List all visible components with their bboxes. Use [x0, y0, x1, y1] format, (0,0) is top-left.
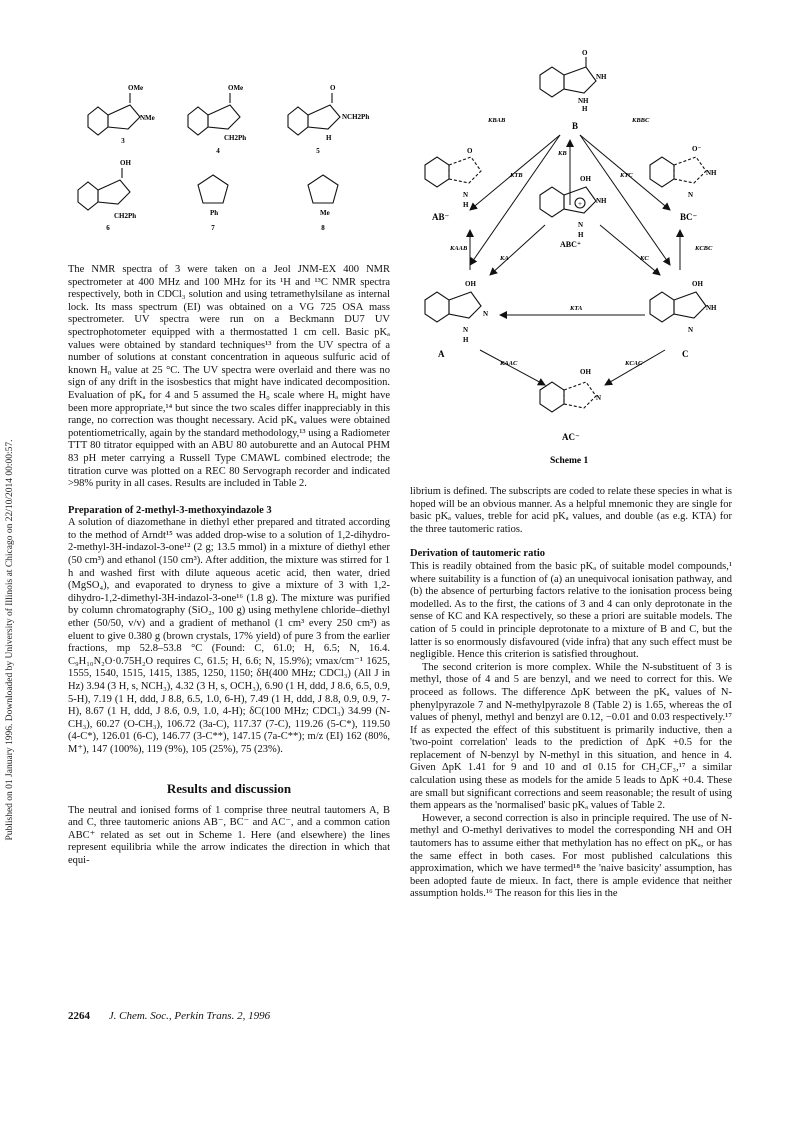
c5-top-label: O — [330, 85, 336, 92]
ab-h-atom: H — [463, 201, 469, 209]
label-A: A — [438, 349, 445, 359]
b-h-atom: H — [582, 105, 588, 113]
compound-3 — [88, 85, 155, 145]
compound-7 — [198, 175, 228, 232]
compound-6 — [78, 159, 136, 232]
ac-oh-atom: OH — [580, 368, 591, 376]
deriv-paragraph-1: This is readily obtained from the basic pKₐ of suitable model compounds,¹ where suitability is a function of (a) an unequivocal ionisation pathway, and (b) the absence of perturbing factors relative to the ionisation process being modelled. As to the first, the cations of 3 and 4 can only deprotonate in the sense of KC and KA respectively, so these a priori are suitable models. The cation of 5 could in principle deprotonate to a mixture of B and C, but the latter is so enormously disfavoured (vide infra) that any such effect must be negligible. Hence this criterion is satisfied throughout. — [410, 560, 732, 661]
compound-6-number: 6 — [106, 224, 110, 232]
k-bab: KBAB — [488, 117, 506, 124]
abc-oh-atom: OH — [580, 175, 591, 183]
species-ABC — [540, 175, 607, 239]
species-C — [650, 280, 717, 334]
label-AC: AC⁻ — [562, 432, 580, 442]
compound-8 — [308, 175, 338, 232]
label-B: B — [572, 121, 579, 131]
page-footer — [68, 1010, 270, 1022]
c5-h-label: H — [326, 134, 332, 142]
ab-n-atom: N — [463, 191, 469, 199]
left-column — [68, 264, 390, 868]
compound-structures — [68, 85, 390, 245]
c5-n-label: NCH2Ph — [342, 113, 370, 121]
label-C: C — [682, 349, 689, 359]
label-BC: BC⁻ — [680, 212, 698, 222]
prep-heading: Preparation of 2-methyl-3-methoxyindazole 3 — [68, 504, 272, 516]
c-nh-atom: NH — [706, 304, 717, 312]
compound-5 — [288, 85, 369, 155]
bc-nh-atom: NH — [706, 169, 717, 177]
species-AB — [425, 147, 481, 209]
compound-3-number: 3 — [121, 137, 125, 145]
ac-n-atom: N — [596, 394, 602, 402]
compound-5-number: 5 — [316, 147, 320, 155]
c4-n-label: CH2Ph — [224, 134, 247, 142]
prep-paragraph: A solution of diazomethane in diethyl ether prepared and titrated according to the method of Arndt¹⁵ was added drop-wise to a solution of 1,2-dihydro-2-methyl-3H-indazol-3-one¹² (2 g; 13.5 mmol) in a mixture of diethyl ether (50 cm³) and ethanol (150 cm³). After addition, the mixture was stirred for 1 h and washed first with dilute aqueous acetic acid, then water, dried (MgSO₄), and evaporated to dryness to give a mixture of 3 with 1,2-dihydro-1,2-dimethyl-3H-indazol-3-one¹⁶ (1.8 g). The mixture was purified by column chromatography (SiO₂, 100 g) using methylene chloride–diethyl ether (50/50, v/v) and a gradient of methanol (1 cm³ every 250 cm³) as eluent to give 0.380 g (brown crystals, 17% yield) of pure 3 from the earlier fractions, mp 52.8–53.8 °C (Found: C, 61.0; H, 6.5; N, 16.4. C₉H₁₀N₂O·0.75H₂O requires C, 61.5; H, 6.6; N, 15.9%); νmax/cm⁻¹ 1625, 1555, 1540, 1515, 1415, 1385, 1250, 1150; δH(400 MHz; CDCl₃) (All J in Hz) 3.94 (3 H, s, NCH₃), 4.32 (3 H, s, OCH₃), 6.90 (1 H, ddd, J 8.6, 6.5, 0.9, 5-H), 7.19 (1 H, ddd, J 8.8, 6.5, 1.0, 6-H), 7.49 (1 H, ddd, J 8.8, 0.9, 0.9, 7-H), 8.67 (1 H, ddd, J 8.6, 0.9, 1.0, 4-H); δC(100 MHz; CDCl₃) 34.99 (N-CH₃), 60.27 (O-CH₃), 106.72 (3a-C), 117.37 (7-C), 119.26 (5-C*), 119.50 (4-C*), 126.01 (6-C), 146.77 (3-C**), 147.15 (7a-C**); m/z (EI) 162 (80%, M⁺), 147 (100%), 119 (9%), 105 (25%), 75 (23%). — [68, 517, 391, 755]
abc-plus: + — [578, 200, 582, 208]
k-cac: KCAC — [625, 360, 643, 367]
c-oh-atom: OH — [692, 280, 703, 288]
label-ABC: ABC⁺ — [560, 240, 582, 249]
c8-n-label: Me — [320, 209, 330, 217]
compound-4 — [188, 85, 246, 155]
scheme-caption: Scheme 1 — [550, 456, 589, 465]
a-oh-atom: OH — [465, 280, 476, 288]
species-AC — [540, 368, 601, 412]
scheme-1 — [410, 25, 732, 465]
k-tb: KTB — [510, 172, 523, 179]
c-n-atom: N — [688, 326, 694, 334]
k-b: KB — [558, 150, 567, 157]
side-note-text: Published on 01 January 1996. Downloaded by University of Illinois at Chicago on 22/10/2014 00:00:57. — [5, 439, 15, 841]
abc-n-atom: N — [578, 221, 584, 229]
journal-citation: J. Chem. Soc., Perkin Trans. 2, 1996 — [108, 1010, 271, 1022]
c6-n-label: CH2Ph — [114, 212, 137, 220]
k-c: KC — [640, 255, 649, 262]
deriv-paragraph-2: The second criterion is more complex. While the N-substituent of 3 is methyl, those of 4 and 5 are benzyl, and we need to correct for this. We proceed as follows. The difference ΔpK between the pKₐ values of N-phenylpyrazole 7 and N-methylpyrazole 8 (Table 2) is 1.65, whereas the σI values of phenyl, methyl and benzyl are 0.12, −0.01 and 0.03 respectively.¹⁷ If as expected the effect of this substituent is primarily inductive, then a 'two-point correlation' leads to the prediction of ΔpK +0.5 for the replacement of N-benzyl by N-methyl in this situation, and hence in 4. Given ΔpK 1.41 for 9 and 10 and σI 0.15 for CH₂CF₃,¹⁷ a similar calculation using these as models for the amide 5 leads to ΔpK +0.4. These are small but significant corrections and seem reasonable; the result of using them appears as the 'normalised' basic pKₐ values of Table 2. — [410, 661, 732, 812]
ab-o-atom: O — [467, 147, 473, 155]
c7-n-label: Ph — [210, 209, 219, 217]
abc-nh-atom: NH — [596, 197, 607, 205]
compound-8-number: 8 — [321, 224, 325, 232]
side-note — [0, 0, 20, 1132]
b-nh-atom: NH — [596, 73, 607, 81]
k-aac: KAAC — [500, 360, 518, 367]
continuation-paragraph: librium is defined. The subscripts are coded to relate these species in what is hoped will be an obvious manner. As a helpful mnemonic they are single for basic pKₐ values, treble for acid pKₐ values, and double (as e.g. KTA) for the three tautomeric ratios. — [410, 486, 732, 535]
c3-n-label: NMe — [140, 114, 155, 122]
species-BC — [650, 145, 717, 199]
k-cbc: KCBC — [695, 245, 713, 252]
a-n-atom: N — [483, 310, 489, 318]
results-heading: Results and discussion — [166, 780, 292, 796]
abc-h-atom: H — [578, 231, 584, 239]
species-A — [425, 280, 488, 344]
a-n2-atom: N — [463, 326, 469, 334]
k-bbc: KBBC — [632, 117, 650, 124]
nmr-paragraph: The NMR spectra of 3 were taken on a Jeol JNM-EX 400 NMR spectrometer at 400 MHz and 100 MHz for its ¹H and ¹³C NMR spectra respectively, both in CDCl₃ solution and using tetramethylsilane as internal lock. Its mass spectrum (EI) was obtained on a VG 725 OSA mass spectrometer. UV spectra were run on a Beckmann DU7 UV spectrophotometer equipped with a thermostatted 1 cm cell. Basic pKₐ values were obtained by standard techniques¹³ from the UV spectra of a number of solutions at constant concentration in aqueous sulfuric acid of known H₀ value at 25 °C. The UV spectra were overlaid and there was no sign of any drift in the isosbestics that might have indicated decomposition. Evaluation of pKₐ for 4 and 5 assumed the H₀ scale where Hₐ might have been more appropriate,¹⁴ but since the two scales differ inappreciably in this range, no correction was thought necessary. Acid pKₐ values were obtained potentiometrically, again by the standard methodology,¹³ using a Radiometer TTT 80 titrator equipped with an ABU 80 autoburette and an Autocal PHM 83 pH meter carrying a Russell Type CMAWL combined electrode; the titration curve was plotted on a REC 80 Servograph recorder and indicated >98% purity in all cases. Results are included in Table 2. — [68, 264, 390, 490]
b-nh2-atom: NH — [578, 97, 589, 105]
k-aab: KAAB — [450, 245, 468, 252]
compound-7-number: 7 — [211, 224, 215, 232]
page-number: 2264 — [68, 1010, 90, 1022]
deriv-heading: Derivation of tautomeric ratio — [410, 548, 545, 560]
c3-top-label: OMe — [128, 85, 144, 92]
bc-n-atom: N — [688, 191, 694, 199]
bc-o-atom: O⁻ — [692, 145, 702, 153]
right-column — [410, 486, 732, 901]
compound-4-number: 4 — [216, 147, 220, 155]
k-tc: KTC — [620, 172, 633, 179]
c4-top-label: OMe — [228, 85, 244, 92]
b-o-atom: O — [582, 49, 588, 57]
c6-top-label: OH — [120, 159, 131, 167]
deriv-paragraph-3: However, a second correction is also in principle required. The use of N-methyl and O-methyl derivatives to model the corresponding NH and OH tautomers has to assume either that methylation has no effect on pKₐ, or has the same effect in both cases. For most published calculations this approximation, which we have termed¹⁸ the 'naive basicity' assumption, has been adopted faute de mieux. In fact, there is ample evidence that neither assumption holds.¹⁶ The reason for this lies in the — [410, 812, 732, 900]
k-ta: KTA — [570, 305, 583, 312]
species-B — [540, 49, 607, 113]
label-AB: AB⁻ — [432, 212, 450, 222]
a-h-atom: H — [463, 336, 469, 344]
results-paragraph: The neutral and ionised forms of 1 comprise three neutral tautomers A, B and C, three tautomeric anions AB⁻, BC⁻ and AC⁻, and a common cation ABC⁺ related as set out in Scheme 1. Here (and elsewhere) the lines represent equilibria while the arrow indicates the direction in which that equi- — [68, 804, 390, 866]
k-a: KA — [500, 255, 509, 262]
